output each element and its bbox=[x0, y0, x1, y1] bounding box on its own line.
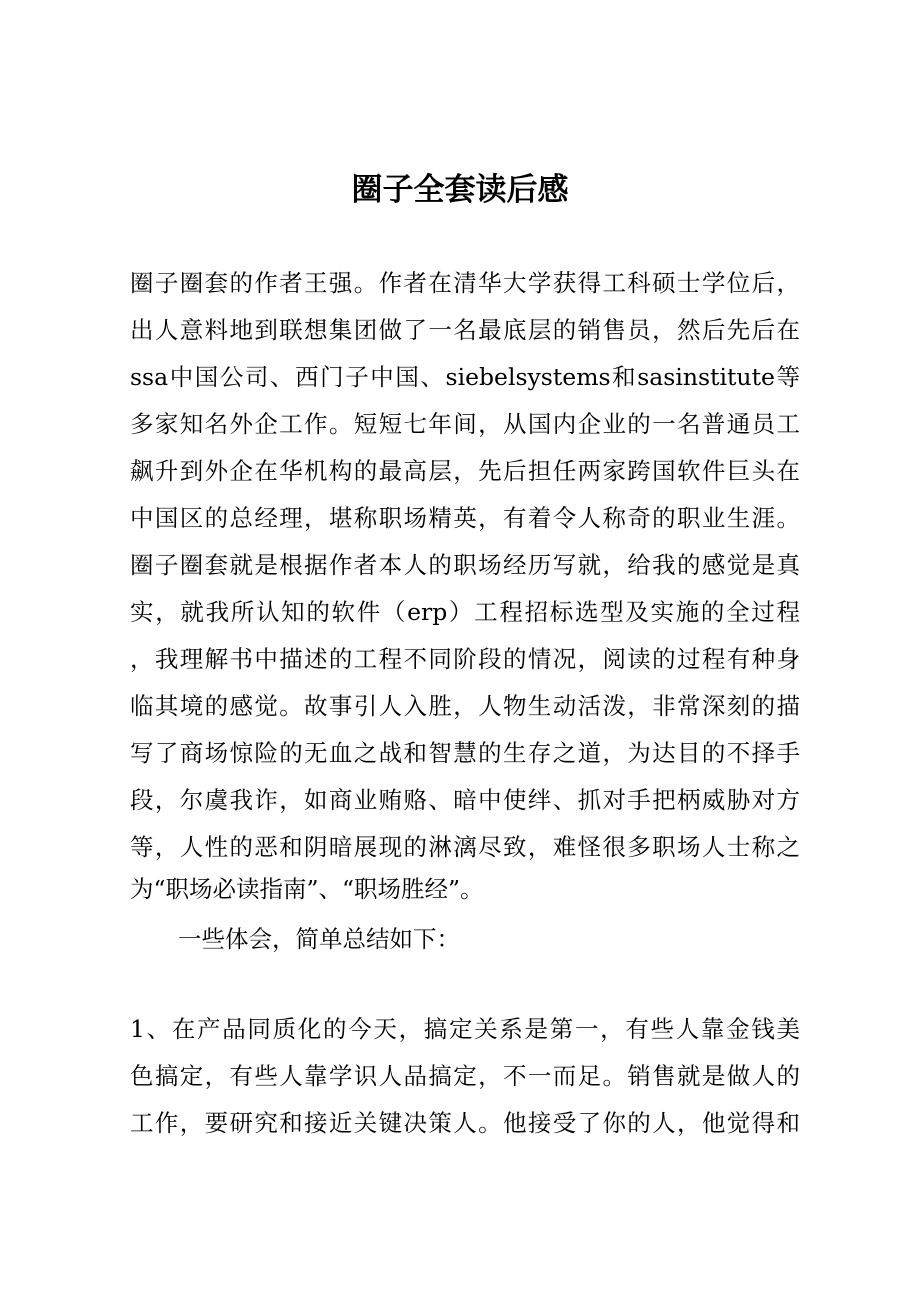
document-title: 圈子全套读后感 bbox=[351, 172, 569, 208]
text-line: 写了商场惊险的无血之战和智慧的生存之道，为达目的不择手 bbox=[130, 739, 800, 767]
text-line: 中国区的总经理，堪称职场精英，有着令人称奇的职业生涯。 bbox=[130, 504, 800, 532]
text-line: 出人意料地到联想集团做了一名最底层的销售员，然后先后在 bbox=[130, 316, 800, 344]
text-line: 等，人性的恶和阴暗展现的淋漓尽致，难怪很多职场人士称之 bbox=[130, 833, 800, 861]
text-line: 多家知名外企工作。短短七年间，从国内企业的一名普通员工 bbox=[130, 410, 800, 438]
text-line: 为“职场必读指南”、“职场胜经”。 bbox=[130, 875, 484, 903]
text-line: 飙升到外企在华机构的最高层，先后担任两家跨国软件巨头在 bbox=[130, 457, 800, 485]
text-line: 色搞定，有些人靠学识人品搞定，不一而足。销售就是做人的 bbox=[130, 1062, 800, 1090]
text-line: 临其境的感觉。故事引人入胜，人物生动活泼，非常深刻的描 bbox=[130, 692, 800, 720]
text-line: 工作，要研究和接近关键决策人。他接受了你的人，他觉得和 bbox=[130, 1109, 800, 1137]
text-line: ssa中国公司、西门子中国、siebelsystems和sasinstitute等 bbox=[130, 363, 800, 391]
text-line: 圈子圈套的作者王强。作者在清华大学获得工科硕士学位后， bbox=[130, 269, 800, 297]
paragraph-summary-intro: 一些体会，简单总结如下： bbox=[178, 925, 460, 953]
text-line: ，我理解书中描述的工程不同阶段的情况，阅读的过程有种身 bbox=[130, 645, 800, 673]
text-line: 圈子圈套就是根据作者本人的职场经历写就，给我的感觉是真 bbox=[130, 551, 800, 579]
text-line: 段，尔虞我诈，如商业贿赂、暗中使绊、抓对手把柄威胁对方 bbox=[130, 786, 800, 814]
text-line: 1、在产品同质化的今天，搞定关系是第一，有些人靠金钱美 bbox=[130, 1015, 800, 1043]
text-line: 实，就我所认知的软件（erp）工程招标选型及实施的全过程 bbox=[130, 598, 800, 626]
